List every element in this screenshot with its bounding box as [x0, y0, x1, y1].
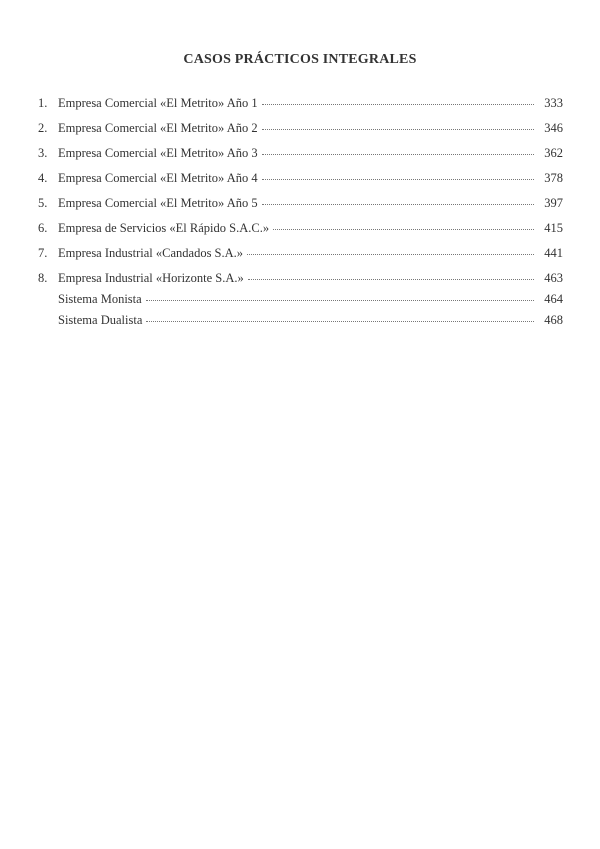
- toc-entry: [38, 121, 563, 146]
- dot-leader: [262, 153, 534, 155]
- toc-entry-title: Empresa Industrial «Horizonte S.A.»: [58, 271, 244, 285]
- toc-entry-number: 8.: [38, 271, 48, 285]
- dot-leader: [248, 278, 534, 280]
- toc-entry-title: Empresa Comercial «El Metrito» Año 5: [58, 196, 258, 210]
- toc-subentry: [38, 292, 563, 313]
- toc-entry-page: 468: [544, 313, 563, 327]
- toc-entry-number: 3.: [38, 146, 48, 160]
- toc-entry-number: 2.: [38, 121, 48, 135]
- toc-entry-page: 333: [544, 96, 563, 110]
- dot-leader: [262, 203, 534, 205]
- toc-entry-page: 378: [544, 171, 563, 185]
- toc-entry: [38, 146, 563, 171]
- dot-leader: [146, 299, 534, 301]
- dot-leader: [273, 228, 534, 230]
- toc-entry: [38, 196, 563, 221]
- toc-entry-title: Empresa Industrial «Candados S.A.»: [58, 246, 244, 260]
- dot-leader: [247, 253, 534, 255]
- toc-entry-title: Empresa Comercial «El Metrito» Año 3: [58, 146, 258, 160]
- toc-entry-title: Sistema Monista: [58, 292, 142, 306]
- table-of-contents: [38, 96, 563, 334]
- toc-entry: [38, 246, 563, 271]
- toc-entry: [38, 221, 563, 246]
- toc-entry-title: Sistema Dualista: [58, 313, 143, 327]
- page-title: CASOS PRÁCTICOS INTEGRALES: [183, 52, 417, 67]
- toc-entry-title: Empresa Comercial «El Metrito» Año 1: [58, 96, 258, 110]
- toc-entry-page: 463: [544, 271, 563, 285]
- toc-entry-number: 7.: [38, 246, 48, 260]
- toc-entry-page: 397: [544, 196, 563, 210]
- dot-leader: [262, 128, 534, 130]
- dot-leader: [262, 103, 534, 105]
- toc-entry-page: 441: [544, 246, 563, 260]
- toc-entry-number: 5.: [38, 196, 48, 210]
- toc-entry-page: 415: [544, 221, 563, 235]
- toc-entry-page: 346: [544, 121, 563, 135]
- toc-entry-number: 6.: [38, 221, 48, 235]
- dot-leader: [262, 178, 534, 180]
- toc-entry-title: Empresa Comercial «El Metrito» Año 2: [58, 121, 258, 135]
- toc-entry: [38, 171, 563, 196]
- toc-subentry: [38, 313, 563, 334]
- toc-entry-number: 4.: [38, 171, 48, 185]
- toc-entry-title: Empresa Comercial «El Metrito» Año 4: [58, 171, 258, 185]
- toc-entry-page: 464: [544, 292, 563, 306]
- toc-entry: [38, 96, 563, 121]
- toc-entry-title: Empresa de Servicios «El Rápido S.A.C.»: [58, 221, 270, 235]
- toc-entry-page: 362: [544, 146, 563, 160]
- toc-entry-number: 1.: [38, 96, 48, 110]
- dot-leader: [146, 320, 534, 322]
